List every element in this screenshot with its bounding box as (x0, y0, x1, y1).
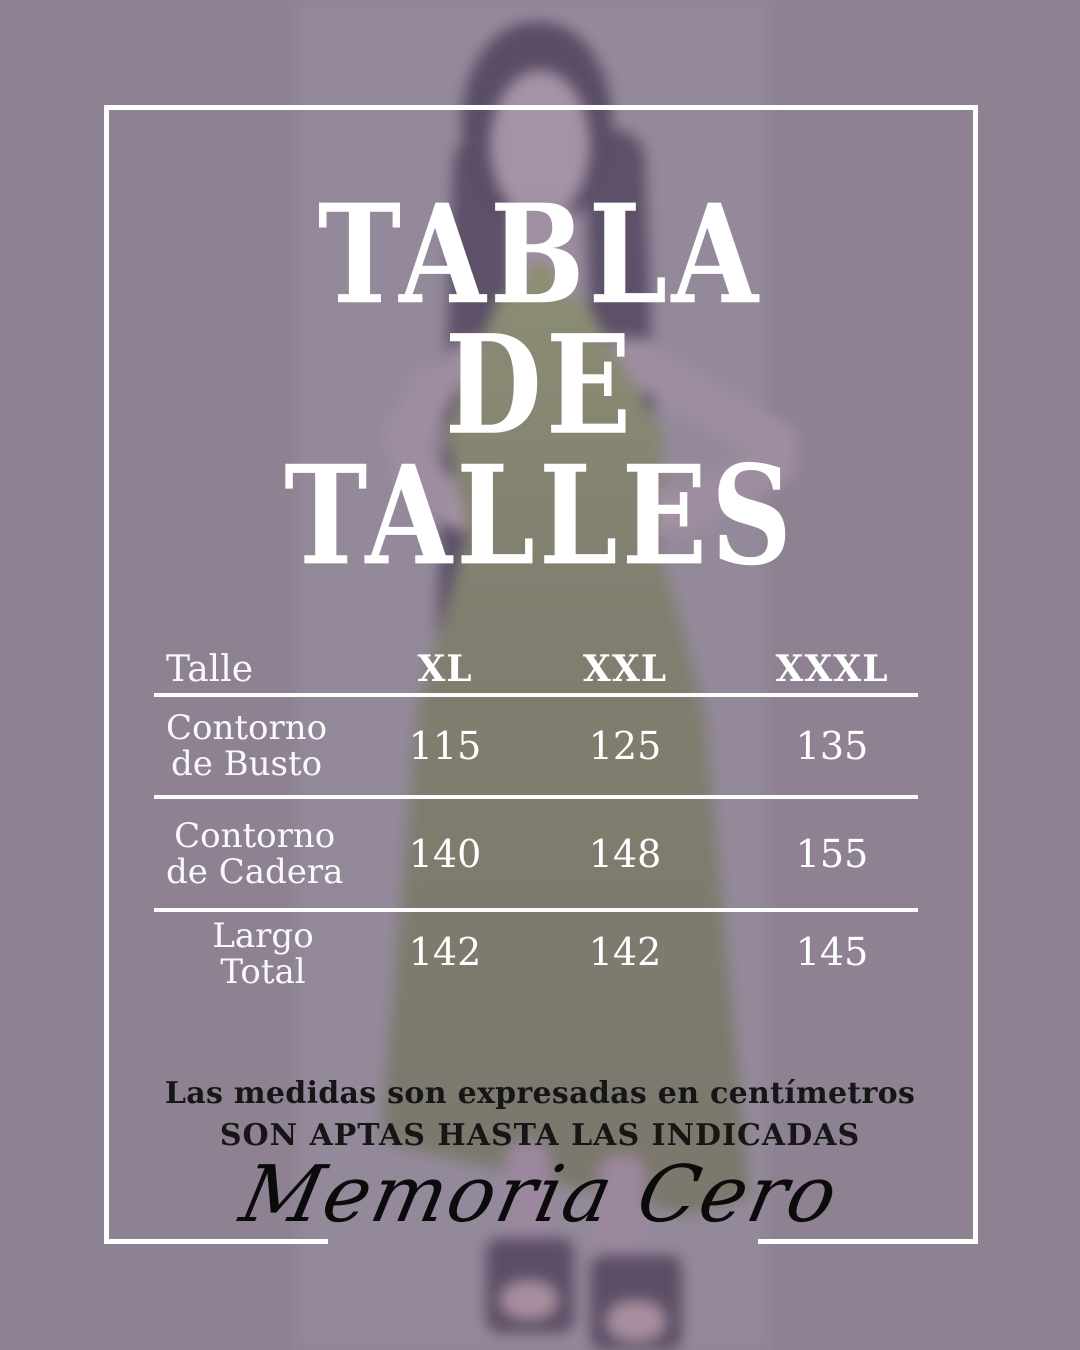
size-table (154, 645, 918, 992)
title-line-2: DE (444, 305, 636, 466)
table-row-largo (154, 912, 918, 992)
row-label-line: Contorno (174, 815, 336, 856)
cell-cadera-xxl: 148 (588, 831, 662, 876)
cell-busto-xxxl: 135 (795, 724, 869, 768)
cell-busto-xxl: 125 (588, 724, 662, 768)
header-cell-talle: Talle (166, 648, 254, 690)
row-label-line: de Busto (170, 744, 323, 784)
row-label-busto (154, 710, 360, 782)
table-row-busto (154, 697, 918, 795)
cell-cadera-xl: 140 (408, 831, 482, 876)
brand-signature: Memoria Cero (233, 1150, 847, 1240)
poster-title (0, 175, 1080, 597)
header-cell-xxxl: XXXL (775, 648, 889, 690)
cell-cadera-xxxl: 155 (795, 831, 869, 876)
table-header-row (154, 645, 918, 693)
cell-largo-xl: 142 (408, 930, 482, 974)
cell-largo-xxxl: 145 (795, 930, 869, 974)
row-label-cadera (154, 815, 360, 892)
header-cell-xxl: XXL (582, 648, 668, 690)
row-label-line: Contorno (166, 708, 328, 748)
fit-note: SON APTAS HASTA LAS INDICADAS (219, 1118, 861, 1153)
cell-largo-xxl: 142 (588, 930, 662, 974)
table-row-cadera (154, 799, 918, 908)
row-label-largo (154, 912, 360, 990)
title-line-1: TABLA (317, 175, 763, 336)
row-label-line: Largo Total (212, 916, 314, 992)
measurement-note: Las medidas son expresadas en centímetros (164, 1076, 916, 1111)
header-cell-xl: XL (417, 648, 473, 690)
title-line-3: TALLES (284, 436, 796, 597)
row-label-line: de Cadera (166, 851, 344, 892)
cell-busto-xl: 115 (408, 724, 482, 768)
